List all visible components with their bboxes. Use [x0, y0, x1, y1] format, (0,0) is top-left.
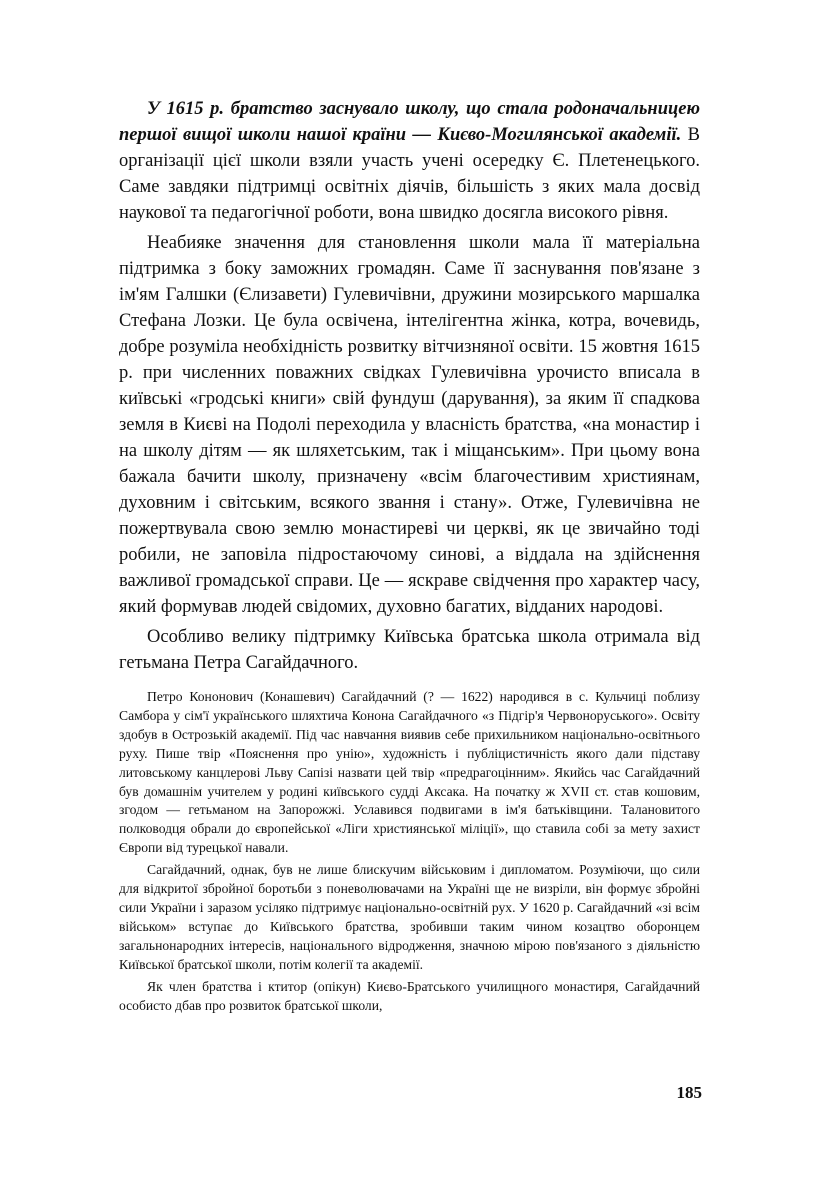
paragraph-1-rest: В організації цієї школи взяли участь учені осередку Є. Плетенецького. Саме завдяки підтримці освітніх діячів, більшість з яких мала досвід наукової та педагогічної роботи, вона швидко досягла високого рівня.: [119, 125, 700, 223]
note-paragraph-3: Як член братства і ктитор (опікун) Києво-Братського училищного монастиря, Сагайдачний особисто дбав про розвиток братської школи,: [119, 978, 700, 1013]
paragraph-2: Неабияке значення для становлення школи мала її матеріальна підтримка з боку заможних громадян. Саме її заснування пов'язане з ім'ям Галшки (Єлизавети) Гулевичівни, дружини мозирського маршалка Стефана Лозки. Це була освічена, інтелігентна жінка, котра, вочевидь, добре розуміла необхідність розвитку вітчизняної освіти. 15 жовтня 1615 р. при численних поважних свідках Гулевичівна урочисто вписала в київські «гродські книги» свій фундуш (дарування), за яким її спадкова земля в Києві на Подолі переходила у власність братства, «на монастир і на школу дітям — як шляхетським, так і міщанським». При цьому вона бажала бачити школу, призначену «всім благочестивим християнам, духовним і світським, всякого звання і стану». Отже, Гулевичівна не пожертвувала свою землю монастиреві чи церкві, як це звичайно тоді робили, не заповіла підростаючому синові, а віддала на здійснення важливої громадської справи. Це — яскраве свідчення про характер часу, який формував людей свідомих, духовно багатих, відданих народові.: [119, 233, 700, 617]
note-paragraph-1: Петро Кононович (Конашевич) Сагайдачний (? — 1622) народився в с. Кульчиці поблизу Самбора у сім'ї українського шляхтича Конона Сагайдачного «з Підгір'я Червоноруського». Освіту здобув в Острозькій академії. Під час навчання виявив себе прихильником національно-освітнього руху. Пише твір «Пояснення про унію», художність і публіцистичність якого дали підставу литовському канцлерові Льву Сапізі назвати цей твір «предрагоцінним». Якийсь час Сагайдачний був домашнім учителем у родині київського судді Аксака. На початку ж XVII ст. став кошовим, згодом — гетьманом на Запорожжі. Уславився подвигами в ім'я батьківщини. Талановитого полководця обрали до європейської «Ліги християнської міліції», що ставила собі за мету захист Європи від турецької навали.: [119, 689, 700, 856]
biographical-note: [119, 688, 700, 1018]
note-paragraph-2: Сагайдачний, однак, був не лише блискучим військовим і дипломатом. Розуміючи, що сили для відкритої збройної боротьби з поневолювачами на Україні ще не визріли, він формує збройні сили України і заразом усіляко підтримує національно-освітній рух. У 1620 р. Сагайдачний «зі всім військом» вступає до Київського братства, зробивши таким чином козацтво оборонцем загальнонародних інтересів, національного відродження, значною мірою пов'язаного з діяльністю Київської братської школи, потім колегії та академії.: [119, 862, 700, 972]
main-text: [119, 96, 700, 680]
paragraph-3: Особливо велику підтримку Київська братська школа отримала від гетьмана Петра Сагайдачного.: [119, 627, 700, 673]
paragraph-1: [119, 96, 700, 226]
page-number: 185: [676, 1083, 702, 1102]
emphasized-lead: У 1615 р. братство заснувало школу, що стала родоначальницею першої вищої школи нашої країни — Києво-Могилянської академії.: [119, 99, 700, 145]
